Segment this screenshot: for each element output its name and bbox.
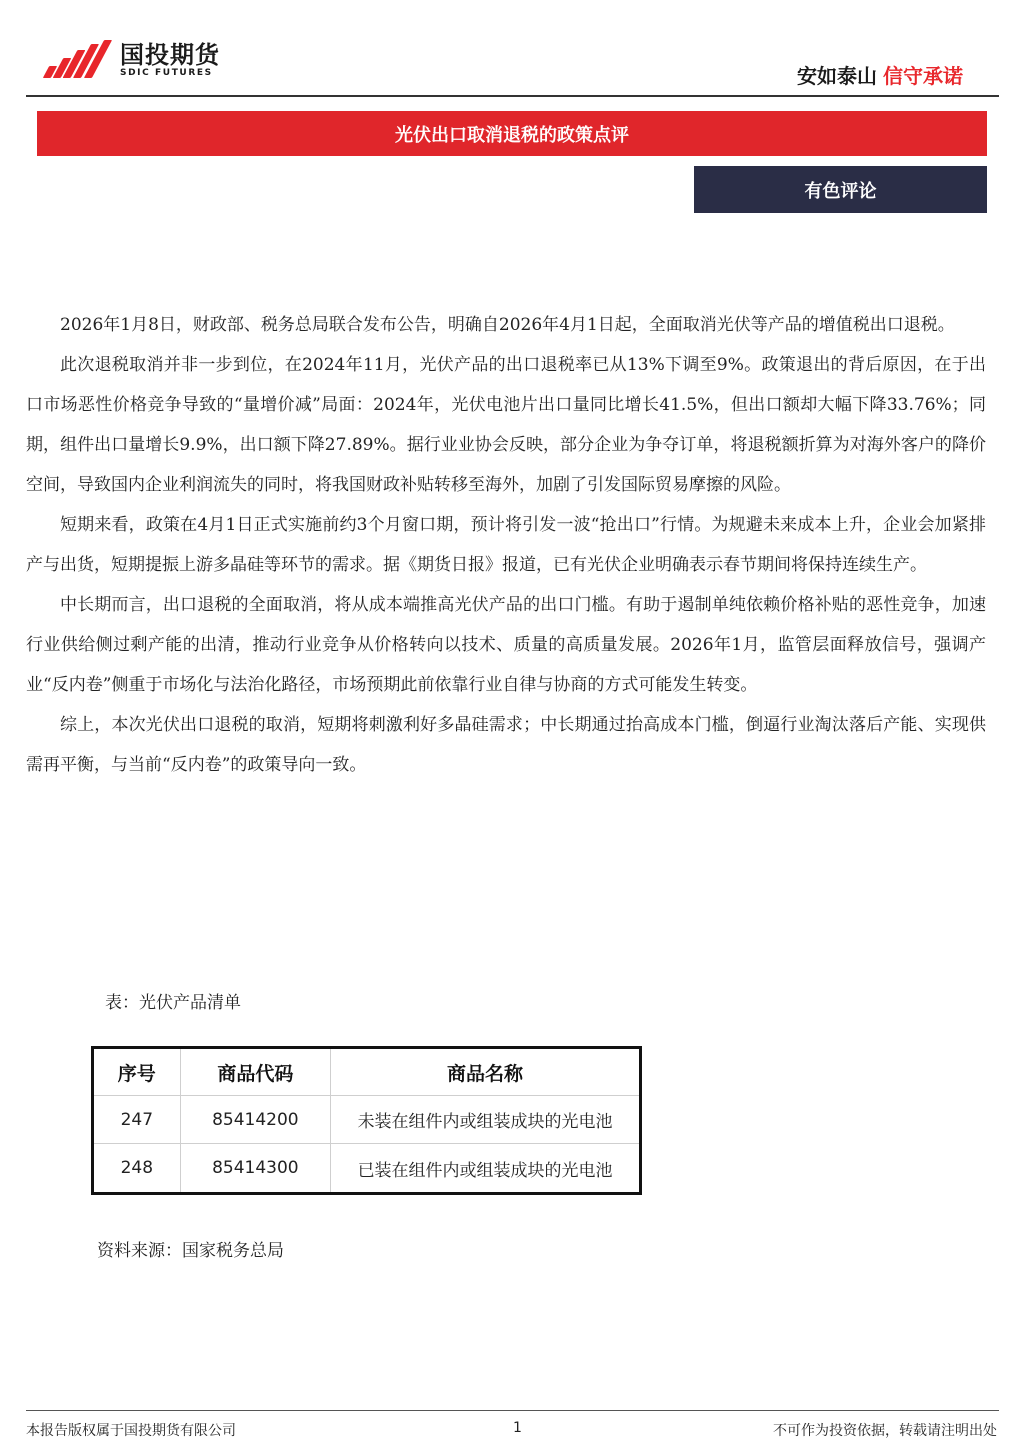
footer-divider <box>26 1410 999 1411</box>
paragraph: 此次退税取消并非一步到位，在2024年11月，光伏产品的出口退税率已从13%下调至9%。政策退出的背后原因，在于出口市场恶性价格竞争导致的“量增价减”局面：2024年，光伏电池片出口量同比增长41.5%，但出口额却大幅下降33.76%；同期，组件出口量增长9.9%，出口额下降27.89%。据行业业协会反映，部分企业为争夺订单，将退税额折算为对海外客户的降价空间，导致国内企业利润流失的同时，将我国财政补贴转移至海外，加剧了引发国际贸易摩擦的风险。 <box>26 355 986 495</box>
report-title: 光伏出口取消退税的政策点评 <box>37 111 987 156</box>
table-cell: 未装在组件内或组装成块的光电池 <box>331 1096 641 1144</box>
paragraph: 短期来看，政策在4月1日正式实施前约3个月窗口期，预计将引发一波“抢出口”行情。为规避未来成本上升，企业会加紧排产与出货，短期提振上游多晶硅等环节的需求。据《期货日报》报道，已有光伏企业明确表示春节期间将保持连续生产。 <box>26 515 986 575</box>
logo-stripes-icon <box>40 40 116 80</box>
table-header-row <box>93 1048 641 1096</box>
product-table <box>91 1046 642 1195</box>
table-header-cell: 商品代码 <box>180 1048 331 1096</box>
table-cell: 85414300 <box>180 1144 331 1194</box>
table-header-cell: 序号 <box>93 1048 181 1096</box>
table-cell: 85414200 <box>180 1096 331 1144</box>
table-cell: 248 <box>93 1144 181 1194</box>
logo-name-cn: 国投期货 <box>120 40 220 69</box>
page-number: 1 <box>513 1420 522 1436</box>
table-cell: 已装在组件内或组装成块的光电池 <box>331 1144 641 1194</box>
table-row <box>93 1144 641 1194</box>
footer-disclaimer: 不可作为投资依据，转载请注明出处 <box>773 1423 997 1439</box>
slogan-red: 信守承诺 <box>883 64 963 88</box>
header-divider <box>26 95 999 97</box>
logo-name-en: SDIC FUTURES <box>120 67 213 78</box>
paragraph: 综上，本次光伏出口退税的取消，短期将刺激利好多晶硅需求；中长期通过抬高成本门槛，倒逼行业淘汰落后产能、实现供需再平衡，与当前“反内卷”的政策导向一致。 <box>26 715 986 775</box>
category-badge: 有色评论 <box>694 166 987 213</box>
company-logo <box>40 40 220 80</box>
paragraph: 2026年1月8日，财政部、税务总局联合发布公告，明确自2026年4月1日起，全面取消光伏等产品的增值税出口退税。 <box>60 315 955 335</box>
slogan <box>797 60 963 89</box>
report-body <box>26 305 986 785</box>
footer-copyright: 本报告版权属于国投期货有限公司 <box>26 1423 236 1439</box>
table-caption: 表：光伏产品清单 <box>105 993 241 1013</box>
slogan-black: 安如泰山 <box>797 64 877 88</box>
data-source: 资料来源：国家税务总局 <box>97 1241 284 1261</box>
table-row <box>93 1096 641 1144</box>
table-header-cell: 商品名称 <box>331 1048 641 1096</box>
paragraph: 中长期而言，出口退税的全面取消，将从成本端推高光伏产品的出口门槛。有助于遏制单纯依赖价格补贴的恶性竞争，加速行业供给侧过剩产能的出清，推动行业竞争从价格转向以技术、质量的高质量发展。2026年1月，监管层面释放信号，强调产业“反内卷”侧重于市场化与法治化路径，市场预期此前依靠行业自律与协商的方式可能发生转变。 <box>26 595 986 695</box>
table-cell: 247 <box>93 1096 181 1144</box>
